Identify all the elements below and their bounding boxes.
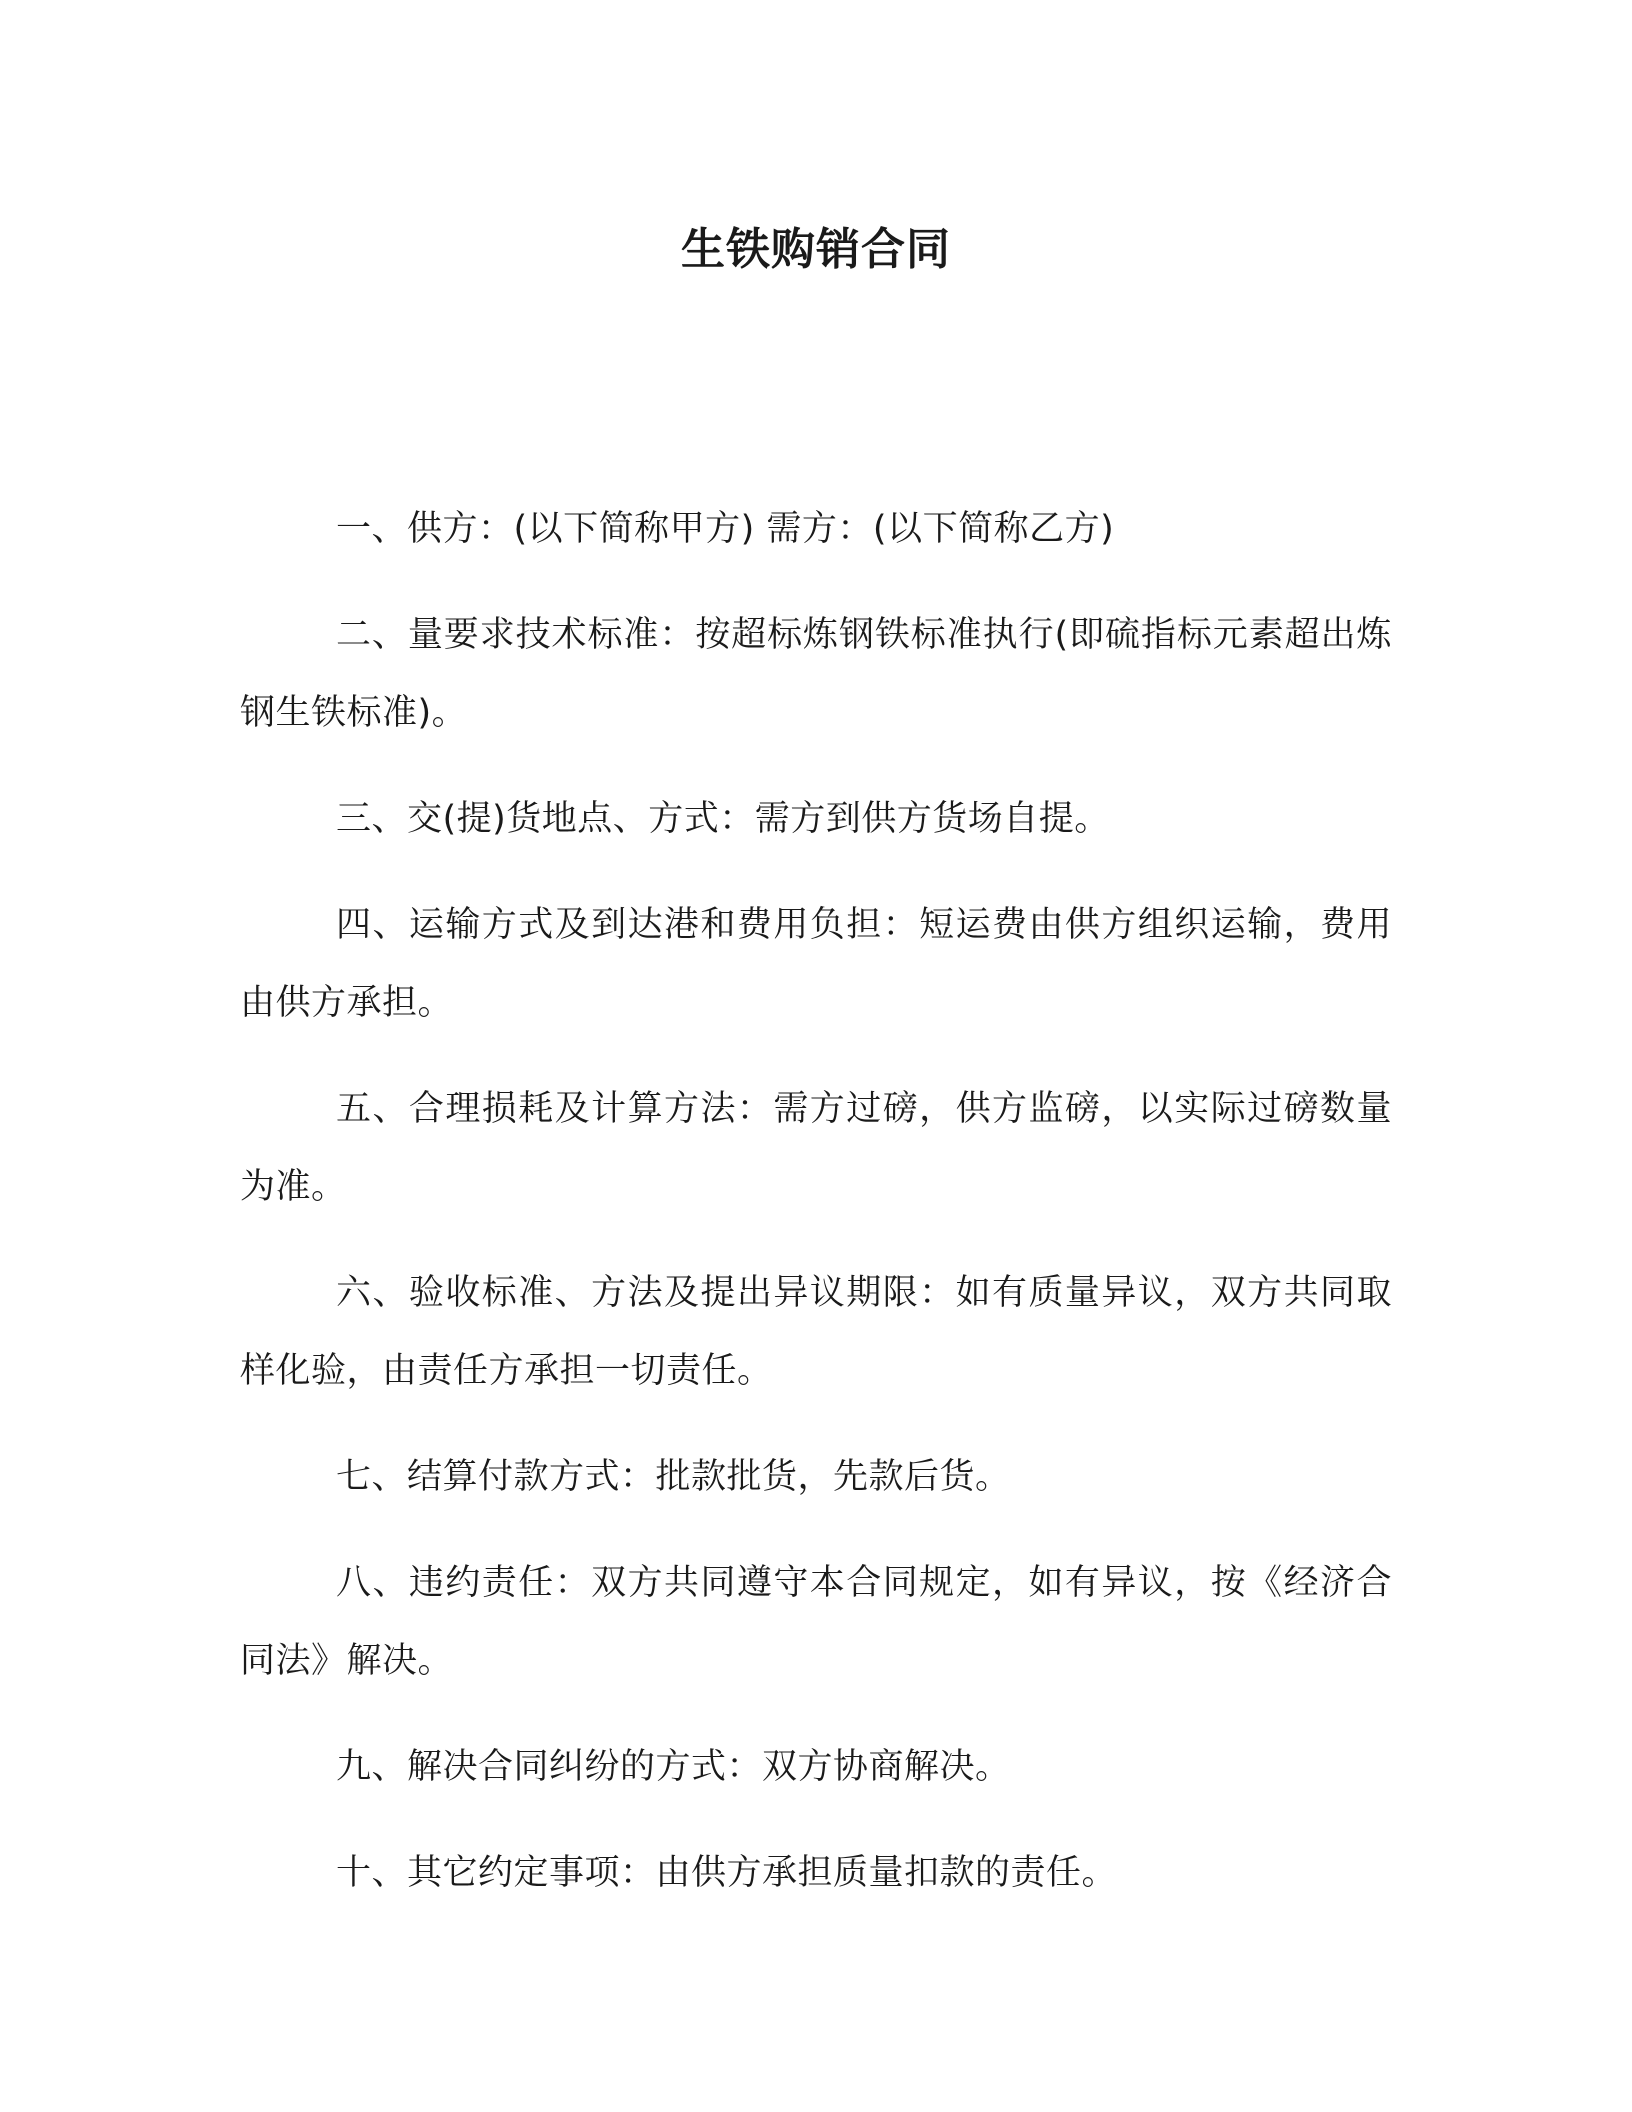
contract-body bbox=[240, 490, 1392, 1940]
document-title: 生铁购销合同 bbox=[681, 224, 951, 275]
clause-6: 六、验收标准、方法及提出异议期限：如有质量异议，双方共同取样化验，由责任方承担一切责任。 bbox=[240, 1273, 1392, 1391]
clause-9: 九、解决合同纠纷的方式：双方协商解决。 bbox=[336, 1747, 1011, 1787]
clause-3: 三、交(提)货地点、方式：需方到供方货场自提。 bbox=[336, 799, 1110, 839]
clause-7: 七、结算付款方式：批款批货，先款后货。 bbox=[336, 1457, 1011, 1497]
clause-1: 一、供方：(以下简称甲方) 需方：(以下简称乙方) bbox=[336, 509, 1115, 549]
clause-8: 八、违约责任：双方共同遵守本合同规定，如有异议，按《经济合同法》解决。 bbox=[240, 1563, 1392, 1681]
clause-5: 五、合理损耗及计算方法：需方过磅，供方监磅，以实际过磅数量为准。 bbox=[240, 1089, 1392, 1207]
clause-10: 十、其它约定事项：由供方承担质量扣款的责任。 bbox=[336, 1853, 1118, 1893]
clause-4: 四、运输方式及到达港和费用负担：短运费由供方组织运输，费用由供方承担。 bbox=[240, 905, 1392, 1023]
clause-2: 二、量要求技术标准：按超标炼钢铁标准执行(即硫指标元素超出炼钢生铁标准)。 bbox=[240, 615, 1392, 733]
